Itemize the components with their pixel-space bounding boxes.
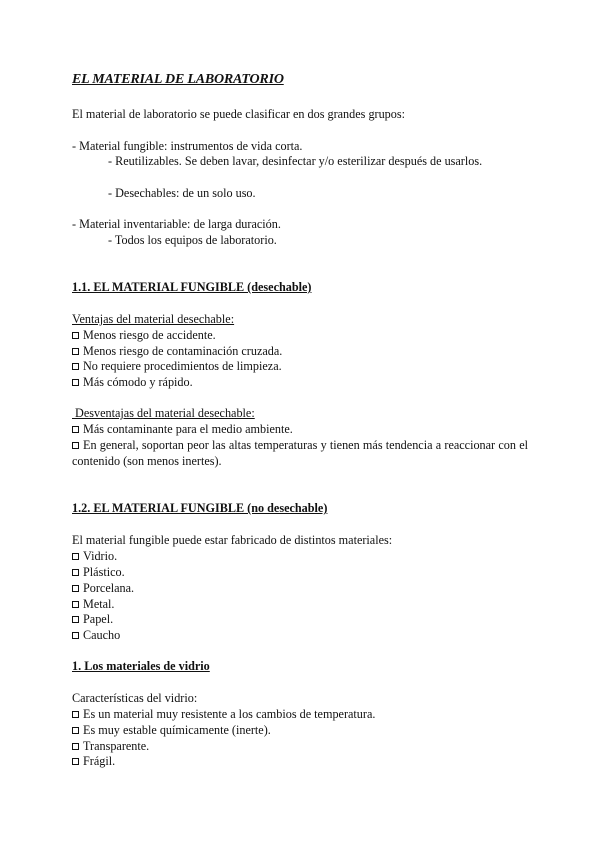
square-bullet-icon [72,601,79,608]
document-title: EL MATERIAL DE LABORATORIO [72,72,284,87]
group-fungible-sub-item: - Reutilizables. Se deben lavar, desinfectar y/o esterilizar después de usarlos. [108,154,483,168]
list-item: Menos riesgo de accidente. [72,327,216,343]
square-bullet-icon [72,632,79,639]
square-bullet-icon [72,616,79,623]
list-item: Menos riesgo de contaminación cruzada. [72,343,282,359]
group-fungible-label: - Material fungible: instrumentos de vida corta. [72,139,303,153]
square-bullet-icon [72,426,79,433]
list-item: Más cómodo y rápido. [72,374,193,390]
list-item: Es un material muy resistente a los cambios de temperatura. [72,706,375,722]
list-item: Papel. [72,611,113,627]
square-bullet-icon [72,743,79,750]
list-item: No requiere procedimientos de limpieza. [72,358,282,374]
square-bullet-icon [72,379,79,386]
list-item: Vidrio. [72,548,117,564]
section3-intro: Características del vidrio: [72,691,198,705]
square-bullet-icon [72,442,79,449]
square-bullet-icon [72,585,79,592]
list-item: Transparente. [72,738,149,754]
square-bullet-icon [72,758,79,765]
section-heading-vidrio: 1. Los materiales de vidrio [72,659,210,673]
list-item: Es muy estable químicamente (inerte). [72,722,271,738]
square-bullet-icon [72,711,79,718]
list-item: Frágil. [72,753,115,769]
square-bullet-icon [72,348,79,355]
list-item: Porcelana. [72,580,134,596]
group-inventariable-sub-item: - Todos los equipos de laboratorio. [108,233,277,247]
list-item: Caucho [72,627,120,643]
intro-paragraph: El material de laboratorio se puede clasificar en dos grandes grupos: [72,107,406,121]
square-bullet-icon [72,727,79,734]
ventajas-title: Ventajas del material desechable: [72,312,235,326]
square-bullet-icon [72,553,79,560]
square-bullet-icon [72,363,79,370]
square-bullet-icon [72,569,79,576]
section2-intro: El material fungible puede estar fabricado de distintos materiales: [72,533,393,547]
list-item: Más contaminante para el medio ambiente. [72,421,293,437]
section-heading-1-1: 1.1. EL MATERIAL FUNGIBLE (desechable) [72,280,312,294]
desventajas-title: Desventajas del material desechable: [72,406,255,420]
list-item: Metal. [72,596,114,612]
section-heading-1-2: 1.2. EL MATERIAL FUNGIBLE (no desechable) [72,501,328,515]
list-item: Plástico. [72,564,125,580]
group-inventariable-label: - Material inventariable: de larga duración. [72,217,281,231]
square-bullet-icon [72,332,79,339]
list-item: En general, soportan peor las altas temperaturas y tienen más tendencia a reaccionar con el contenido (son menos inertes). [72,438,528,468]
group-fungible-sub-item: - Desechables: de un solo uso. [108,186,256,200]
